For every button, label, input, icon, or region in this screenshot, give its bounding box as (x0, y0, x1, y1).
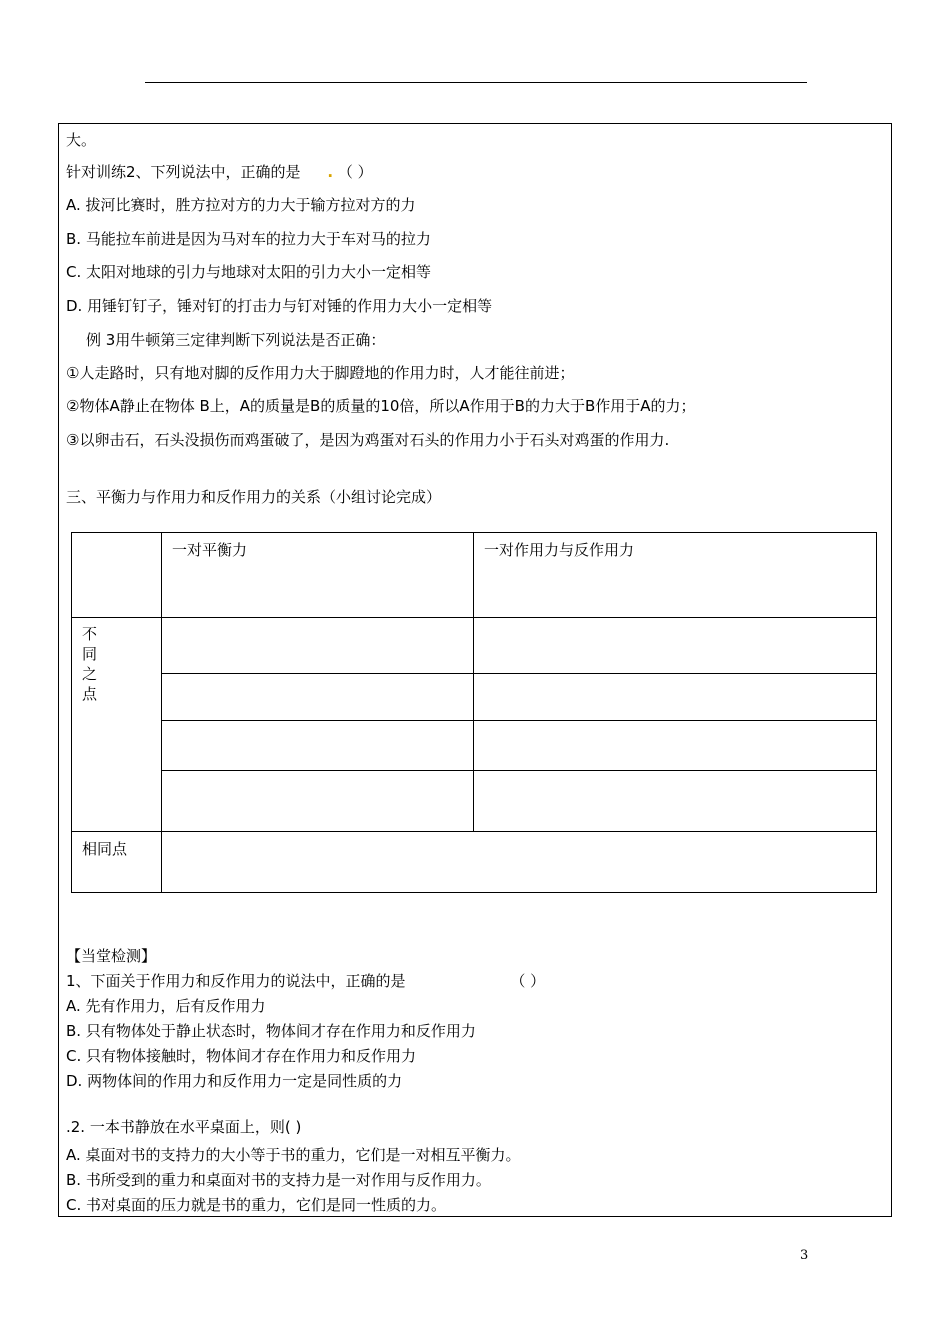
table-cell (474, 771, 877, 832)
example3-item-3: ③以卵击石，石头没损伤而鸡蛋破了，是因为鸡蛋对石头的作用力小于石头对鸡蛋的作用力. (66, 431, 670, 449)
table-row-same: 相同点 (72, 832, 162, 893)
table-cell (474, 674, 877, 721)
check-q2-option-b: B. 书所受到的重力和桌面对书的支持力是一对作用与反作用力。 (66, 1171, 491, 1189)
example3-item-2: ②物体A静止在物体 B上，A的质量是B的质量的10倍，所以A作用于B的力大于B作用于A的力； (66, 397, 696, 415)
check-q1-option-b: B. 只有物体处于静止状态时，物体间才存在作用力和反作用力 (66, 1022, 476, 1040)
section3-title: 三、平衡力与作用力和反作用力的关系（小组讨论完成） (66, 488, 442, 506)
continued-text: 大。 (66, 131, 97, 149)
table-cell (162, 674, 474, 721)
header-rule (145, 82, 807, 83)
table-cell (162, 832, 877, 893)
training2-question: 针对训练2、下列说法中，正确的是 . （ ） (66, 163, 373, 181)
check-title: 【当堂检测】 (66, 947, 157, 965)
table-cell (162, 771, 474, 832)
check-q1-option-d: D. 两物体间的作用力和反作用力一定是同性质的力 (66, 1072, 403, 1090)
check-q1-option-c: C. 只有物体接触时，物体间才存在作用力和反作用力 (66, 1047, 417, 1065)
table-cell (162, 721, 474, 771)
training2-option-a: A. 拔河比赛时，胜方拉对方的力大于输方拉对方的力 (66, 196, 416, 214)
table-cell (474, 618, 877, 674)
training2-option-c: C. 太阳对地球的引力与地球对太阳的引力大小一定相等 (66, 263, 432, 281)
table-cell (162, 618, 474, 674)
check-q2: .2. 一本书静放在水平桌面上，则( ) (66, 1118, 302, 1136)
check-q1: 1、下面关于作用力和反作用力的说法中，正确的是 （ ） (66, 972, 546, 990)
training2-option-d: D. 用锤钉钉子，锤对钉的打击力与钉对锤的作用力大小一定相等 (66, 297, 493, 315)
example3-title: 例 3用牛顿第三定律判断下列说法是否正确： (86, 331, 386, 349)
table-row-differences: 不 同 之 点 (72, 618, 162, 832)
comparison-table (71, 532, 877, 893)
table-cell (474, 721, 877, 771)
emphasis-dot: . (327, 163, 334, 181)
training2-option-b: B. 马能拉车前进是因为马对车的拉力大于车对马的拉力 (66, 230, 431, 248)
check-q2-option-c: C. 书对桌面的压力就是书的重力，它们是同一性质的力。 (66, 1196, 447, 1214)
page-number: 3 (800, 1248, 809, 1263)
table-header-action-reaction: 一对作用力与反作用力 (474, 533, 877, 618)
check-q1-option-a: A. 先有作用力，后有反作用力 (66, 997, 266, 1015)
table-corner-cell (72, 533, 162, 618)
table-header-balance: 一对平衡力 (162, 533, 474, 618)
example3-item-1: ①人走路时，只有地对脚的反作用力大于脚蹬地的作用力时，人才能往前进； (66, 364, 575, 382)
check-q2-option-a: A. 桌面对书的支持力的大小等于书的重力，它们是一对相互平衡力。 (66, 1146, 521, 1164)
